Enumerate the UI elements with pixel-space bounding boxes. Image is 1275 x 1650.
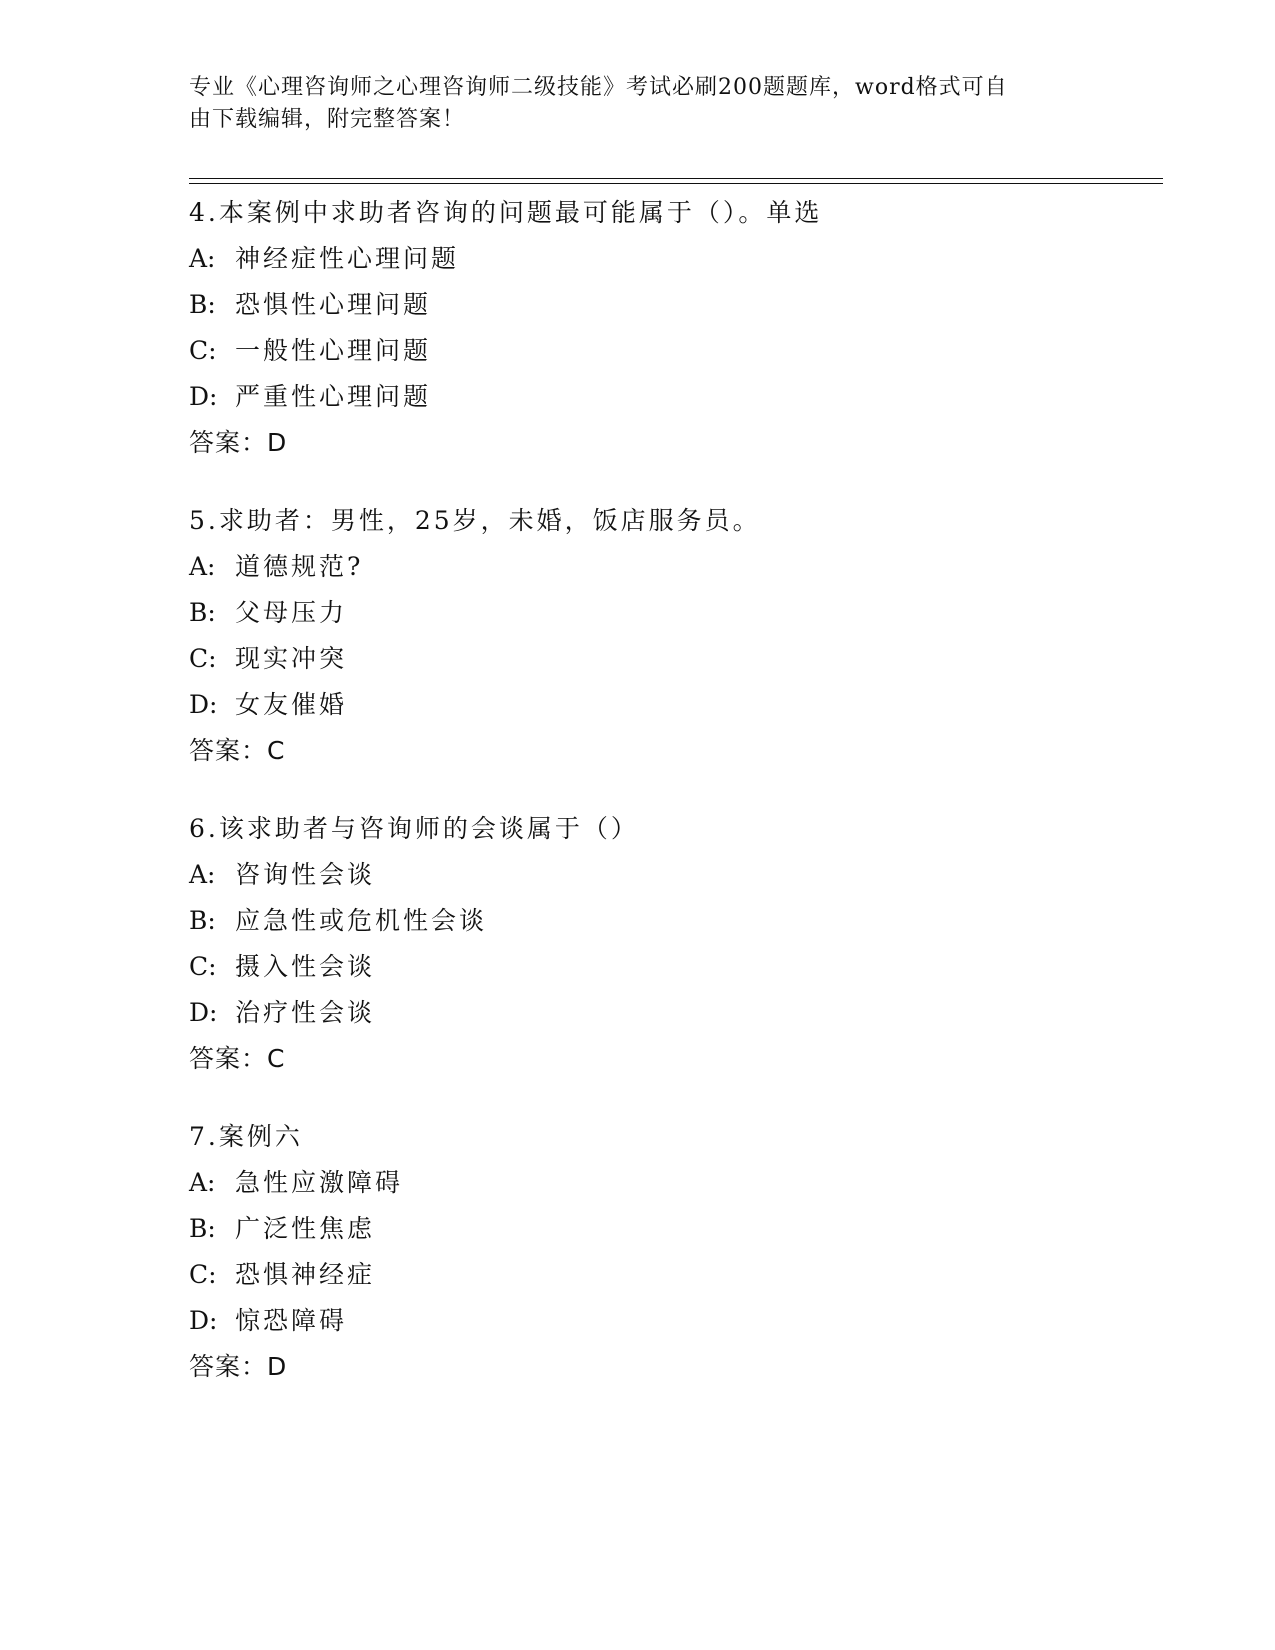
option-c	[189, 1252, 1163, 1298]
option-letter: C:	[189, 1260, 217, 1289]
option-text: 惊恐障碍	[235, 1306, 348, 1335]
option-text: 一般性心理问题	[235, 336, 432, 365]
header-line-1: 专业《心理咨询师之心理咨询师二级技能》考试必刷200题题库，word格式可自	[189, 75, 1008, 100]
answer-line: 答案：C	[189, 736, 286, 765]
option-text: 恐惧神经症	[235, 1260, 376, 1289]
option-d	[189, 1298, 1163, 1344]
option-a	[189, 1160, 1163, 1206]
option-a	[189, 852, 1163, 898]
option-b	[189, 898, 1163, 944]
header-divider-top	[189, 178, 1163, 179]
option-text: 现实冲突	[235, 644, 348, 673]
option-text: 急性应激障碍	[235, 1168, 404, 1197]
option-text: 摄入性会谈	[235, 952, 376, 981]
option-letter: A:	[189, 552, 216, 581]
option-text: 治疗性会谈	[235, 998, 376, 1027]
option-text: 女友催婚	[235, 690, 348, 719]
question-4	[189, 190, 1163, 466]
option-text: 父母压力	[235, 598, 348, 627]
option-b	[189, 1206, 1163, 1252]
option-text: 神经症性心理问题	[235, 244, 460, 273]
option-letter: B:	[189, 290, 216, 319]
header-line-2: 由下载编辑，附完整答案！	[189, 107, 466, 132]
question-5	[189, 498, 1163, 774]
option-letter: A:	[189, 860, 216, 889]
option-text: 道德规范?	[235, 552, 364, 581]
option-a	[189, 236, 1163, 282]
question-stem: 5.求助者：男性，25岁，未婚，饭店服务员。	[189, 506, 761, 535]
option-letter: C:	[189, 952, 217, 981]
option-letter: C:	[189, 336, 217, 365]
option-letter: C:	[189, 644, 217, 673]
option-b	[189, 590, 1163, 636]
question-stem: 7.案例六	[189, 1122, 303, 1151]
option-a	[189, 544, 1163, 590]
question-7	[189, 1114, 1163, 1390]
option-text: 严重性心理问题	[235, 382, 432, 411]
option-c	[189, 328, 1163, 374]
document-header	[189, 72, 1069, 136]
option-text: 恐惧性心理问题	[235, 290, 432, 319]
option-letter: D:	[189, 998, 218, 1027]
option-c	[189, 944, 1163, 990]
option-letter: A:	[189, 1168, 216, 1197]
option-letter: B:	[189, 1214, 216, 1243]
option-d	[189, 682, 1163, 728]
option-letter: D:	[189, 690, 218, 719]
option-text: 广泛性焦虑	[235, 1214, 376, 1243]
option-d	[189, 990, 1163, 1036]
option-d	[189, 374, 1163, 420]
option-letter: D:	[189, 1306, 218, 1335]
option-letter: D:	[189, 382, 218, 411]
option-letter: B:	[189, 598, 216, 627]
header-divider-bottom	[189, 183, 1163, 184]
answer-line: 答案：D	[189, 1352, 288, 1381]
answer-line: 答案：C	[189, 1044, 286, 1073]
question-list	[189, 190, 1163, 1422]
answer-line: 答案：D	[189, 428, 288, 457]
option-letter: A:	[189, 244, 216, 273]
question-6	[189, 806, 1163, 1082]
question-stem: 4.本案例中求助者咨询的问题最可能属于（）。单选	[189, 198, 823, 227]
option-text: 应急性或危机性会谈	[235, 906, 488, 935]
option-text: 咨询性会谈	[235, 860, 376, 889]
question-stem: 6.该求助者与咨询师的会谈属于（）	[189, 814, 639, 843]
option-letter: B:	[189, 906, 216, 935]
option-b	[189, 282, 1163, 328]
option-c	[189, 636, 1163, 682]
